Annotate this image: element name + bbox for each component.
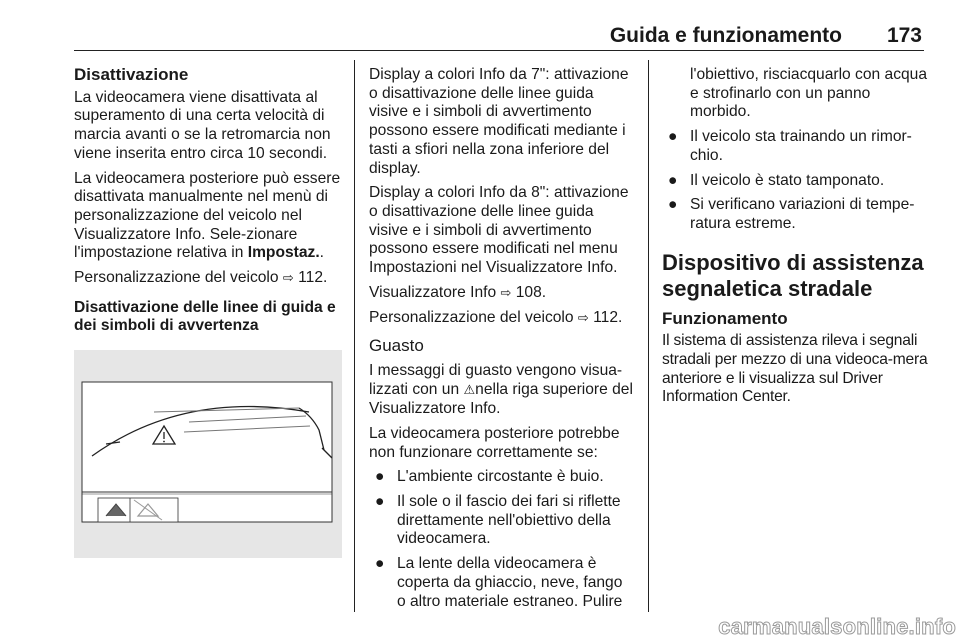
- column-1: [74, 66, 346, 558]
- rear-camera-illustration: [74, 350, 342, 558]
- heading-disattivazione: Disattivazione: [74, 65, 189, 84]
- cross-reference: Personalizzazione del veicolo ⇨ 112.: [369, 309, 623, 327]
- list-item-continuation: l'obiettivo, risciacquarlo con acqua e strofinarlo con un panno morbido.: [690, 66, 928, 121]
- paragraph: I messaggi di guasto vengono visua‐lizzati con un ⚠nella riga superiore del Visualizzatore Info.: [369, 361, 633, 418]
- reference-arrow-icon: ⇨: [577, 311, 589, 327]
- condition-list: [369, 468, 635, 611]
- list-item: ● L'ambiente circostante è buio.: [375, 468, 604, 486]
- condition-list: [662, 66, 928, 234]
- paragraph: Display a colori Info da 7": attivazione o disattivazione delle linee guida visive e i simboli di avvertimento possono essere modificati mediante i tasti a sfiori nella zona inferiore del display.: [369, 66, 629, 177]
- bullet-icon: ●: [375, 493, 385, 511]
- bullet-icon: ●: [668, 171, 678, 189]
- list-item: ● La lente della videocamera è coperta da ghiaccio, neve, fango o altro materiale estraneo. Pulire: [375, 555, 623, 610]
- softkey-bar: [98, 498, 178, 522]
- page-reference[interactable]: 112.: [593, 309, 623, 327]
- menu-name: Impostaz.: [247, 244, 320, 262]
- page-reference[interactable]: 112.: [298, 269, 328, 287]
- list-item: ● Si verificano variazioni di tempe‐ratura estreme.: [668, 196, 915, 232]
- cross-reference: Personalizzazione del veicolo ⇨ 112.: [74, 269, 328, 287]
- bullet-icon: ●: [668, 196, 678, 214]
- list-item: ● Il veicolo sta trainando un rimor‐chio.: [668, 128, 912, 164]
- page-reference[interactable]: 108.: [515, 283, 547, 301]
- heading-guasto: Guasto: [369, 336, 424, 356]
- list-item: ● Il veicolo è stato tamponato.: [668, 171, 885, 189]
- watermark-logo: carmanualsonline.info: [718, 614, 956, 639]
- subheading-guide-lines: Disattivazione delle linee di guida e dei simboli di avvertenza: [74, 298, 336, 335]
- list-item: ● Il sole o il fascio dei fari si riflette direttamente nell'obiettivo della videocamera.: [375, 493, 621, 548]
- warning-triangle-icon: ⚠: [463, 382, 476, 398]
- section-title: Guida e funzionamento: [609, 24, 842, 47]
- column-divider: [354, 60, 355, 612]
- page-number: 173: [886, 24, 922, 47]
- reference-arrow-icon: ⇨: [282, 271, 294, 287]
- paragraph: La videocamera posteriore potrebbe non funzionare correttamente se:: [369, 424, 620, 461]
- paragraph: Il sistema di assistenza rileva i segnali stradali per mezzo di una videoca‐mera anteriore e li visualizza sul Driver Information Center.: [662, 332, 928, 406]
- column-divider: [648, 60, 649, 612]
- column-2: [369, 66, 635, 617]
- paragraph: Display a colori Info da 8": attivazione o disattivazione delle linee guida visive e i simboli di avvertimento possono essere modificati nel menu Impostazioni nel Visualizzatore Info.: [369, 184, 629, 277]
- heading-traffic-sign-assistant: Dispositivo di assistenza segnaletica stradale: [662, 249, 924, 301]
- column-3: [662, 66, 928, 413]
- bullet-icon: ●: [668, 128, 678, 146]
- reference-arrow-icon: ⇨: [500, 285, 512, 301]
- bullet-icon: ●: [375, 555, 385, 573]
- page-header: [74, 24, 924, 51]
- subheading-funzionamento: Funzionamento: [662, 308, 788, 328]
- paragraph: La videocamera posteriore può essere disattivata manualmente nel menù di personalizzazione del veicolo nel Visualizzatore Info. Sele‐zionare l'impostazione relativa in Impostaz..: [74, 169, 341, 262]
- paragraph: La videocamera viene disattivata al superamento di una certa velocità di marcia avanti o se la retromarcia non viene inserita entro circa 10 secondi.: [74, 88, 331, 162]
- cross-reference: Visualizzatore Info ⇨ 108.: [369, 283, 547, 301]
- bullet-icon: ●: [375, 468, 385, 486]
- camera-display-figure: [74, 350, 342, 558]
